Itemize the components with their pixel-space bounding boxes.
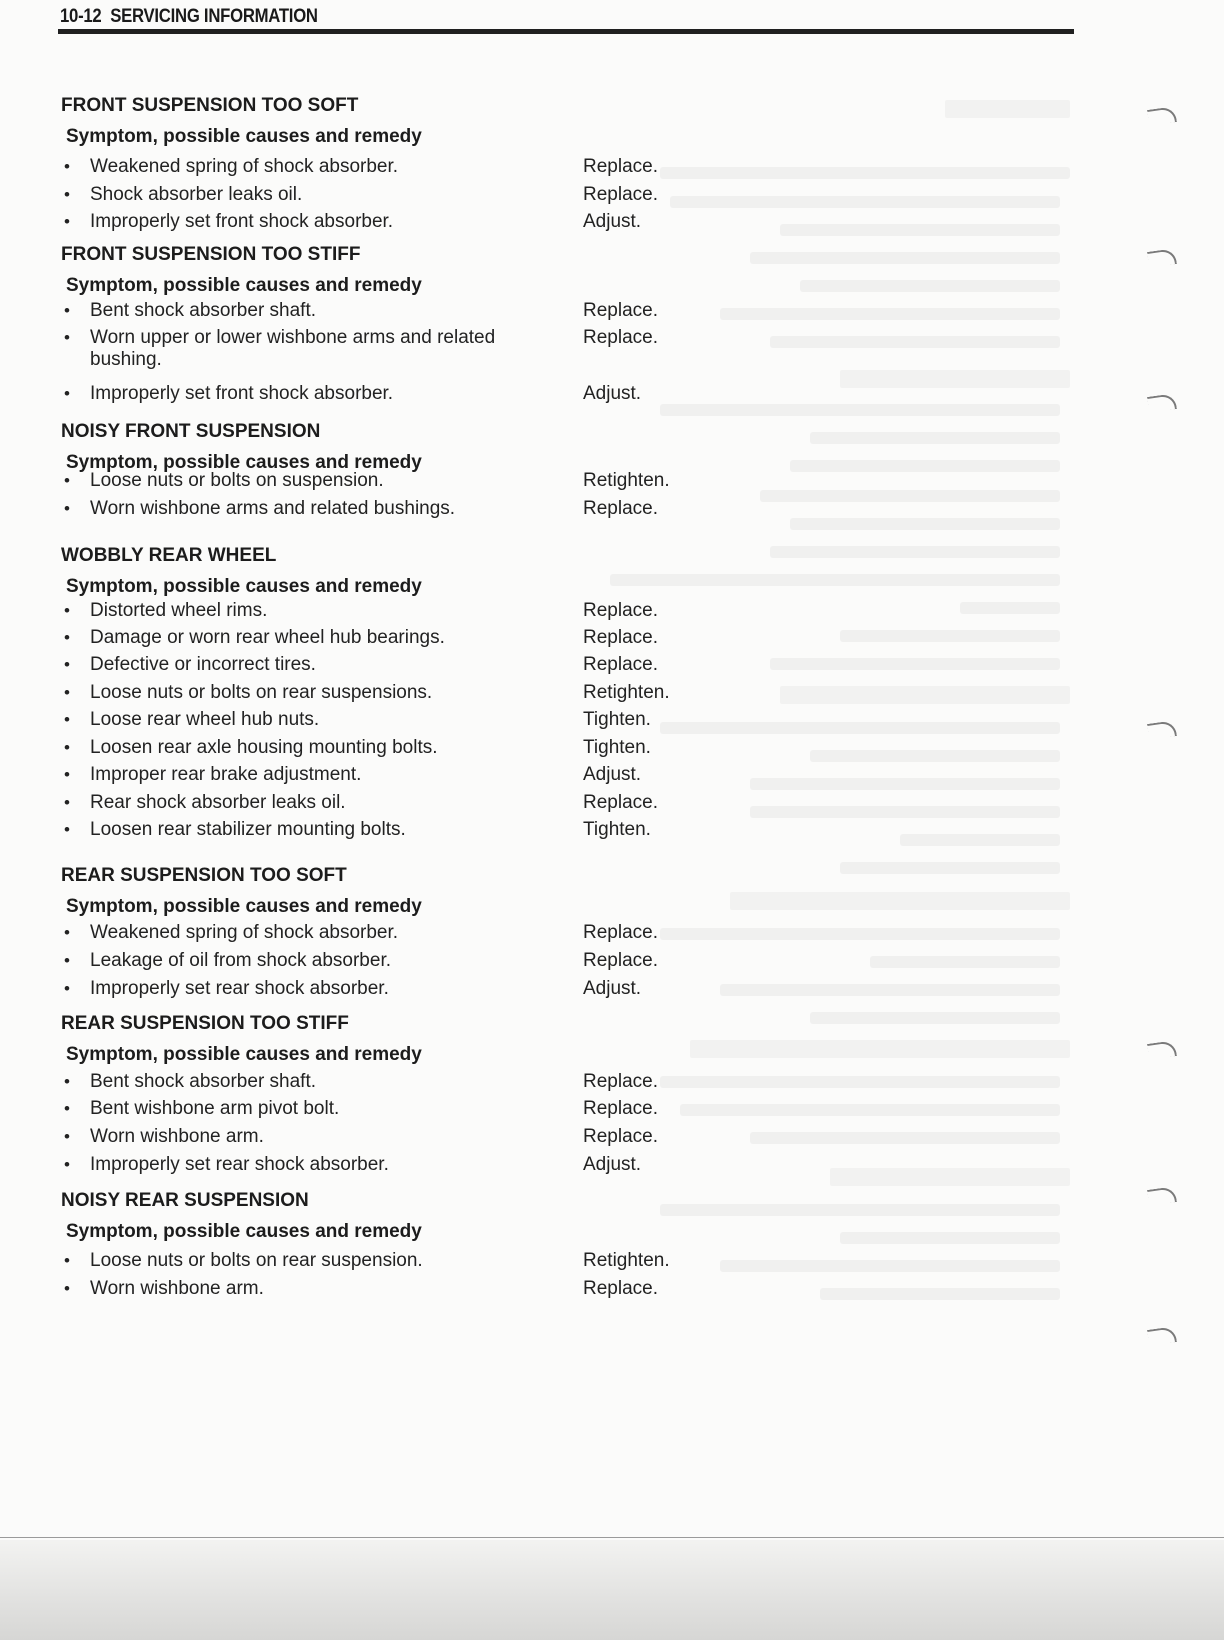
remedy-text: Adjust. <box>583 383 642 404</box>
binder-mark <box>1147 106 1177 126</box>
cause-item <box>64 978 389 1000</box>
remedy-text: Replace. <box>583 156 658 177</box>
cause-text: Worn upper or lower wishbone arms and related <box>90 327 496 348</box>
cause-item <box>64 1098 339 1120</box>
remedy-text: Replace. <box>583 1278 658 1299</box>
show-through-line <box>660 1204 1060 1216</box>
binder-mark <box>1147 1040 1177 1060</box>
bullet-icon: • <box>64 979 70 998</box>
show-through-line <box>660 167 1070 179</box>
cause-text: Loosen rear stabilizer mounting bolts. <box>90 819 406 840</box>
bullet-icon: • <box>64 738 70 757</box>
cause-item <box>64 819 406 841</box>
cause-text: Distorted wheel rims. <box>90 600 268 621</box>
remedy-text: Replace. <box>583 922 658 943</box>
cause-item <box>64 184 302 206</box>
cause-item <box>64 1154 389 1176</box>
show-through-line <box>840 630 1060 642</box>
bullet-icon: • <box>64 710 70 729</box>
header-section-title: SERVICING INFORMATION <box>110 6 318 27</box>
remedy-text: Replace. <box>583 498 658 519</box>
section-title: NOISY FRONT SUSPENSION <box>61 421 321 442</box>
remedy-text: Replace. <box>583 1098 658 1119</box>
show-through-line <box>670 196 1060 208</box>
cause-item <box>64 950 391 972</box>
cause-text: Leakage of oil from shock absorber. <box>90 950 392 971</box>
show-through-line <box>810 750 1060 762</box>
remedy-text: Adjust. <box>583 1154 642 1175</box>
cause-text: Improperly set rear shock absorber. <box>90 978 389 999</box>
show-through-heading <box>840 370 1070 388</box>
cause-text: Rear shock absorber leaks oil. <box>90 792 346 813</box>
show-through-line <box>610 574 1060 586</box>
cause-text: Improperly set front shock absorber. <box>90 211 394 232</box>
show-through-heading <box>730 892 1070 910</box>
bullet-icon: • <box>64 820 70 839</box>
remedy-text: Replace. <box>583 1126 658 1147</box>
show-through-heading <box>830 1168 1070 1186</box>
binder-mark <box>1147 248 1177 268</box>
cause-text: Weakened spring of shock absorber. <box>90 156 399 177</box>
cause-item <box>64 327 495 371</box>
bullet-icon: • <box>64 1127 70 1146</box>
remedy-text: Replace. <box>583 654 658 675</box>
cause-item <box>64 1278 264 1300</box>
bullet-icon: • <box>64 951 70 970</box>
remedy-text: Tighten. <box>583 737 651 758</box>
page-number: 10-12 <box>60 6 102 27</box>
show-through-heading <box>780 686 1070 704</box>
remedy-text: Replace. <box>583 600 658 621</box>
bullet-icon: • <box>64 601 70 620</box>
cause-item <box>64 792 346 814</box>
show-through-line <box>960 602 1060 614</box>
show-through-line <box>720 308 1060 320</box>
show-through-line <box>790 460 1060 472</box>
bullet-icon: • <box>64 1099 70 1118</box>
cause-text: Loose rear wheel hub nuts. <box>90 709 320 730</box>
bullet-icon: • <box>64 471 70 490</box>
cause-text: Loosen rear axle housing mounting bolts. <box>90 737 438 758</box>
bullet-icon: • <box>64 1279 70 1298</box>
show-through-line <box>840 1232 1060 1244</box>
bullet-icon: • <box>64 683 70 702</box>
cause-text: Loose nuts or bolts on suspension. <box>90 470 384 491</box>
cause-text: Improperly set rear shock absorber. <box>90 1154 389 1175</box>
cause-text: Weakened spring of shock absorber. <box>90 922 399 943</box>
symptom-heading: Symptom, possible causes and remedy <box>66 275 422 296</box>
show-through-line <box>790 518 1060 530</box>
bullet-icon: • <box>64 499 70 518</box>
bullet-icon: • <box>64 185 70 204</box>
cause-text: Damage or worn rear wheel hub bearings. <box>90 627 445 648</box>
symptom-heading: Symptom, possible causes and remedy <box>66 452 422 473</box>
bullet-icon: • <box>64 328 70 347</box>
cause-text: Loose nuts or bolts on rear suspension. <box>90 1250 423 1271</box>
binder-mark <box>1147 1186 1177 1206</box>
cause-item <box>64 498 455 520</box>
remedy-text: Tighten. <box>583 709 651 730</box>
symptom-heading: Symptom, possible causes and remedy <box>66 576 422 597</box>
bottom-rule <box>0 1537 1224 1538</box>
cause-item <box>64 1250 423 1272</box>
show-through-line <box>820 1288 1060 1300</box>
bullet-icon: • <box>64 384 70 403</box>
show-through-line <box>800 280 1060 292</box>
binder-mark <box>1147 720 1177 740</box>
cause-item <box>64 709 319 731</box>
cause-text: Worn wishbone arm. <box>90 1278 264 1299</box>
remedy-text: Adjust. <box>583 764 642 785</box>
show-through-line <box>840 862 1060 874</box>
show-through-line <box>660 1076 1060 1088</box>
cause-item <box>64 682 432 704</box>
show-through-line <box>720 984 1060 996</box>
show-through-line <box>750 252 1060 264</box>
show-through-line <box>780 224 1060 236</box>
bullet-icon: • <box>64 1155 70 1174</box>
scan-shadow <box>0 1540 1224 1640</box>
cause-text: Improper rear brake adjustment. <box>90 764 362 785</box>
cause-text: Loose nuts or bolts on rear suspensions. <box>90 682 433 703</box>
remedy-text: Adjust. <box>583 211 642 232</box>
show-through-line <box>660 928 1060 940</box>
cause-item <box>64 600 267 622</box>
cause-text: Improperly set front shock absorber. <box>90 383 394 404</box>
cause-text: Defective or incorrect tires. <box>90 654 316 675</box>
section-title: FRONT SUSPENSION TOO SOFT <box>61 95 359 116</box>
show-through-line <box>760 490 1060 502</box>
bullet-icon: • <box>64 1072 70 1091</box>
cause-text: Shock absorber leaks oil. <box>90 184 303 205</box>
bullet-icon: • <box>64 793 70 812</box>
show-through-line <box>750 806 1060 818</box>
cause-text: Worn wishbone arms and related bushings. <box>90 498 456 519</box>
remedy-text: Replace. <box>583 184 658 205</box>
bullet-icon: • <box>64 157 70 176</box>
cause-item <box>64 300 316 322</box>
section-title: NOISY REAR SUSPENSION <box>61 1190 309 1211</box>
symptom-heading: Symptom, possible causes and remedy <box>66 126 422 147</box>
show-through-line <box>770 336 1060 348</box>
show-through-line <box>810 1012 1060 1024</box>
remedy-text: Retighten. <box>583 470 670 491</box>
show-through-line <box>770 658 1060 670</box>
show-through-line <box>750 1132 1060 1144</box>
show-through-line <box>770 546 1060 558</box>
section-title: WOBBLY REAR WHEEL <box>61 545 277 566</box>
cause-item <box>64 156 398 178</box>
cause-text: Bent wishbone arm pivot bolt. <box>90 1098 340 1119</box>
remedy-text: Replace. <box>583 950 658 971</box>
show-through-line <box>660 722 1060 734</box>
cause-item <box>64 1071 316 1093</box>
bullet-icon: • <box>64 212 70 231</box>
remedy-text: Replace. <box>583 1071 658 1092</box>
binder-mark <box>1147 393 1177 413</box>
cause-item <box>64 654 316 676</box>
cause-text-continued: bushing. <box>90 349 162 370</box>
bullet-icon: • <box>64 628 70 647</box>
cause-item <box>64 737 438 759</box>
cause-text: Bent shock absorber shaft. <box>90 300 317 321</box>
remedy-text: Tighten. <box>583 819 651 840</box>
remedy-text: Retighten. <box>583 1250 670 1271</box>
remedy-text: Replace. <box>583 792 658 813</box>
show-through-line <box>900 834 1060 846</box>
show-through-line <box>680 1104 1060 1116</box>
cause-item <box>64 764 361 786</box>
cause-item <box>64 627 445 649</box>
show-through-line <box>750 778 1060 790</box>
cause-item <box>64 922 398 944</box>
cause-item <box>64 383 393 405</box>
remedy-text: Replace. <box>583 627 658 648</box>
symptom-heading: Symptom, possible causes and remedy <box>66 1044 422 1065</box>
section-title: REAR SUSPENSION TOO STIFF <box>61 1013 349 1034</box>
binder-mark <box>1147 1326 1177 1346</box>
remedy-text: Replace. <box>583 327 658 348</box>
show-through-line <box>810 432 1060 444</box>
remedy-text: Replace. <box>583 300 658 321</box>
cause-text: Bent shock absorber shaft. <box>90 1071 317 1092</box>
cause-item <box>64 470 384 492</box>
remedy-text: Adjust. <box>583 978 642 999</box>
bullet-icon: • <box>64 1251 70 1270</box>
section-title: REAR SUSPENSION TOO SOFT <box>61 865 347 886</box>
show-through-line <box>870 956 1060 968</box>
remedy-text: Retighten. <box>583 682 670 703</box>
show-through-heading <box>690 1040 1070 1058</box>
show-through-line <box>660 404 1060 416</box>
show-through-line <box>720 1260 1060 1272</box>
bullet-icon: • <box>64 923 70 942</box>
cause-text: Worn wishbone arm. <box>90 1126 264 1147</box>
cause-item <box>64 1126 264 1148</box>
symptom-heading: Symptom, possible causes and remedy <box>66 896 422 917</box>
bullet-icon: • <box>64 655 70 674</box>
bullet-icon: • <box>64 301 70 320</box>
section-title: FRONT SUSPENSION TOO STIFF <box>61 244 361 265</box>
show-through-heading <box>945 100 1070 118</box>
cause-item <box>64 211 393 233</box>
symptom-heading: Symptom, possible causes and remedy <box>66 1221 422 1242</box>
bullet-icon: • <box>64 765 70 784</box>
